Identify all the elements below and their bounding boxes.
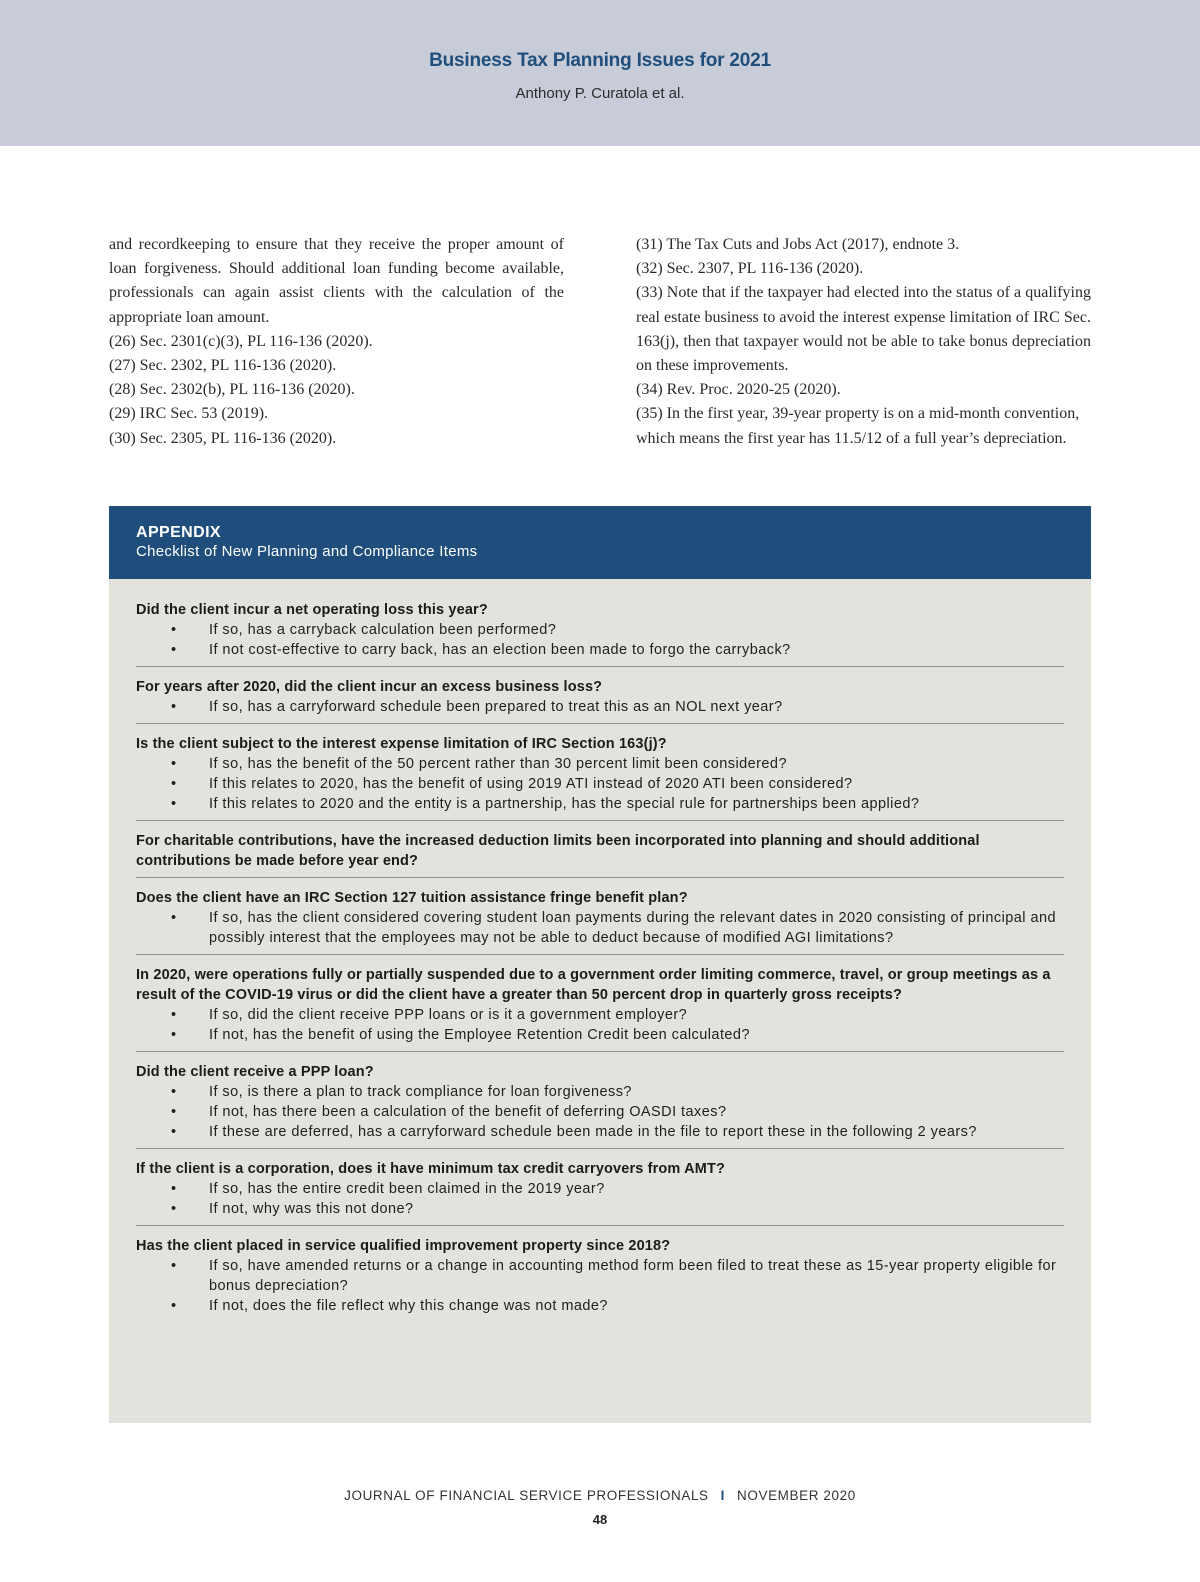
bullet-icon: •	[171, 1007, 177, 1023]
checklist-subitem-text: If not cost-effective to carry back, has an election been made to forgo the carryback?	[209, 642, 791, 658]
right-column	[636, 233, 1091, 451]
endnote-29: (29) IRC Sec. 53 (2019).	[109, 405, 269, 423]
checklist-subitem	[136, 1199, 1064, 1219]
checklist-item	[136, 677, 1064, 724]
checklist-subitem-text: If these are deferred, has a carryforward schedule been made in the file to report these in the following 2 years?	[209, 1124, 977, 1140]
checklist-subitem	[136, 794, 1064, 814]
endnote-31: (31) The Tax Cuts and Jobs Act (2017), endnote 3.	[636, 236, 960, 253]
checklist-subitem-text: If so, has a carryback calculation been performed?	[209, 622, 557, 638]
appendix-subtitle: Checklist of New Planning and Compliance Items	[136, 543, 478, 560]
issue-date: NOVEMBER 2020	[737, 1488, 856, 1503]
checklist-question: For charitable contributions, have the increased deduction limits been incorporated into planning and should additional contributions be made before year end?	[136, 833, 980, 869]
checklist-subitem-text: If not, has there been a calculation of the benefit of deferring OASDI taxes?	[209, 1104, 727, 1120]
bullet-icon: •	[171, 910, 177, 926]
checklist-question: Is the client subject to the interest expense limitation of IRC Section 163(j)?	[136, 736, 667, 752]
checklist-subitem	[136, 1082, 1064, 1102]
checklist-subitem	[136, 697, 1064, 717]
article-author: Anthony P. Curatola et al.	[515, 85, 685, 102]
bullet-icon: •	[171, 1124, 177, 1140]
bullet-icon: •	[171, 1181, 177, 1197]
checklist-question: Did the client incur a net operating loss this year?	[136, 602, 488, 618]
checklist-item	[136, 1062, 1064, 1149]
checklist-question: In 2020, were operations fully or partially suspended due to a government order limiting commerce, travel, or group meetings as a result of the COVID-19 virus or did the client have a greater than 50 percent drop in quarterly gross receipts?	[136, 967, 1051, 1003]
appendix-box	[109, 506, 1091, 1423]
checklist-subitem	[136, 1122, 1064, 1142]
bullet-icon: •	[171, 1027, 177, 1043]
bullet-icon: •	[171, 1298, 177, 1314]
endnote-26: (26) Sec. 2301(c)(3), PL 116-136 (2020).	[109, 332, 373, 350]
checklist-subitem	[136, 1179, 1064, 1199]
checklist-item	[136, 1159, 1064, 1226]
checklist-subitem	[136, 1296, 1064, 1316]
endnote-27: (27) Sec. 2302, PL 116-136 (2020).	[109, 357, 337, 375]
checklist-item	[136, 734, 1064, 821]
bullet-icon: •	[171, 1201, 177, 1217]
endnote-35: (35) In the first year, 39-year property is on a mid-month convention, which means the first year has 11.5/12 of a full year’s depreciation.	[636, 405, 1080, 447]
checklist-subitem	[136, 1102, 1064, 1122]
checklist-item	[136, 965, 1064, 1052]
footer	[0, 1488, 1200, 1503]
header-band	[0, 0, 1200, 146]
bullet-icon: •	[171, 1104, 177, 1120]
endnote-28: (28) Sec. 2302(b), PL 116-136 (2020).	[109, 381, 355, 399]
checklist-subitem-text: If so, has the entire credit been claimed in the 2019 year?	[209, 1181, 605, 1197]
checklist-question: For years after 2020, did the client incur an excess business loss?	[136, 679, 603, 695]
checklist	[109, 579, 1091, 1322]
endnote-33: (33) Note that if the taxpayer had elected into the status of a qualifying real estate business to avoid the interest expense limitation of IRC Sec. 163(j), then that taxpayer would not be able to take bonus depreciation on these improvements.	[636, 284, 1091, 375]
bullet-icon: •	[171, 699, 177, 715]
checklist-subitem-text: If so, is there a plan to track compliance for loan forgiveness?	[209, 1084, 632, 1100]
appendix-label: APPENDIX	[136, 524, 221, 541]
body-paragraph: and recordkeeping to ensure that they receive the proper amount of loan forgiveness. Should additional loan funding become available, professionals can again assist clients with the calculation of the appropriate loan amount.	[109, 236, 564, 326]
checklist-subitem	[136, 1025, 1064, 1045]
checklist-subitem	[136, 620, 1064, 640]
appendix-header	[109, 506, 1091, 579]
checklist-subitem-text: If this relates to 2020, has the benefit of using 2019 ATI instead of 2020 ATI been considered?	[209, 776, 853, 792]
checklist-question: Does the client have an IRC Section 127 tuition assistance fringe benefit plan?	[136, 890, 688, 906]
checklist-question: If the client is a corporation, does it have minimum tax credit carryovers from AMT?	[136, 1161, 725, 1177]
bullet-icon: •	[171, 796, 177, 812]
journal-name: JOURNAL OF FINANCIAL SERVICE PROFESSIONALS	[344, 1488, 709, 1503]
bullet-icon: •	[171, 1084, 177, 1100]
checklist-subitem-text: If this relates to 2020 and the entity is a partnership, has the special rule for partnerships been applied?	[209, 796, 920, 812]
bullet-icon: •	[171, 622, 177, 638]
endnote-34: (34) Rev. Proc. 2020-25 (2020).	[636, 381, 841, 399]
endnote-30: (30) Sec. 2305, PL 116-136 (2020).	[109, 429, 337, 447]
page-number: 48	[592, 1512, 608, 1527]
footer-separator: I	[720, 1488, 726, 1503]
endnote-32: (32) Sec. 2307, PL 116-136 (2020).	[636, 260, 864, 278]
checklist-item	[136, 1236, 1064, 1322]
bullet-icon: •	[171, 756, 177, 772]
checklist-subitem-text: If so, has the benefit of the 50 percent rather than 30 percent limit been considered?	[209, 756, 787, 772]
checklist-question: Did the client receive a PPP loan?	[136, 1064, 374, 1080]
checklist-subitem-text: If not, why was this not done?	[209, 1201, 414, 1217]
checklist-subitem	[136, 774, 1064, 794]
checklist-question: Has the client placed in service qualified improvement property since 2018?	[136, 1238, 671, 1254]
checklist-subitem	[136, 908, 1064, 948]
checklist-subitem	[136, 1256, 1064, 1296]
checklist-subitem	[136, 640, 1064, 660]
checklist-subitem-text: If so, did the client receive PPP loans or is it a government employer?	[209, 1007, 688, 1023]
checklist-item	[136, 888, 1064, 955]
left-column	[109, 233, 564, 451]
checklist-subitem	[136, 754, 1064, 774]
checklist-subitem-text: If so, have amended returns or a change in accounting method form been filed to treat these as 15-year property eligible for bonus depreciation?	[209, 1258, 1057, 1294]
bullet-icon: •	[171, 1258, 177, 1274]
checklist-subitem-text: If not, does the file reflect why this change was not made?	[209, 1298, 608, 1314]
bullet-icon: •	[171, 642, 177, 658]
checklist-subitem	[136, 1005, 1064, 1025]
checklist-subitem-text: If so, has the client considered covering student loan payments during the relevant dates in 2020 consisting of principal and possibly interest that the employees may not be able to deduct because of modified AGI limitations?	[209, 910, 1056, 946]
checklist-item	[136, 600, 1064, 667]
checklist-subitem-text: If not, has the benefit of using the Employee Retention Credit been calculated?	[209, 1027, 750, 1043]
bullet-icon: •	[171, 776, 177, 792]
article-title: Business Tax Planning Issues for 2021	[429, 50, 771, 71]
checklist-item	[136, 831, 1064, 878]
checklist-subitem-text: If so, has a carryforward schedule been prepared to treat this as an NOL next year?	[209, 699, 783, 715]
